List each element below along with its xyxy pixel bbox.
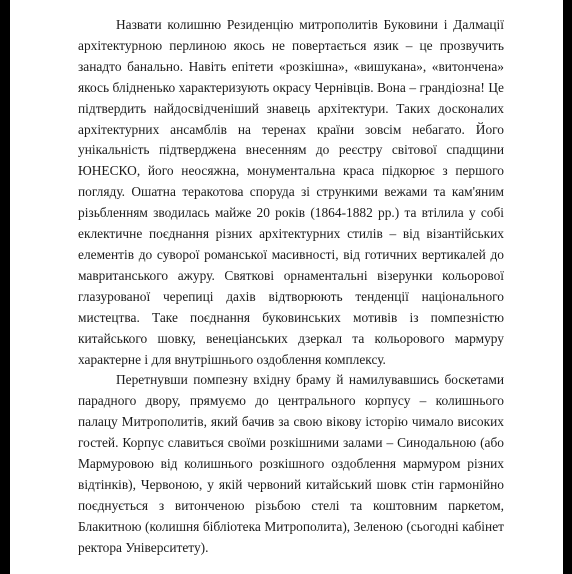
document-page bbox=[10, 0, 563, 574]
paragraph-palace-halls: Перетнувши помпезну вхідну браму й намилувавшись боскетами парадного двору, прямуємо до центрального корпусу – колишнього палацу Митрополитів, який бачив за свою вікову історію чимало високих гостей. Корпус славиться своїми розкішними залами – Синодальною (або Мармуровою від колишнього розкішного оздоблення мармуром різних відтінків), Червоною, у якій червоний китайський шовк стін гармонійно поєднується з витонченою різьбою стелі та коштовним паркетом, Блакитною (колишня бібліотека Митрополита), Зеленою (сьогодні кабінет ректора Університету). bbox=[78, 372, 504, 555]
document-body bbox=[78, 15, 504, 559]
paragraph-residence-intro: Назвати колишню Резиденцію митрополитів Буковини і Далмації архітектурною перлиною якось не повертається язик – це прозвучить занадто банально. Навіть епітети «розкішна», «вишукана», «витончена» якось блідненько характеризують окрасу Чернівців. Вона – грандіозна! Це підтвердить найдосвідченіший знавець архітектури. Таких досконалих архітектурних ансамблів на теренах країни зовсім небагато. Його унікальність підтверджена внесенням до реєстру світової спадщини ЮНЕСКО, його неосяжна, монументальна краса підкорює з першого погляду. Ошатна теракотова споруда зі стрункими вежами та кам'яним різьбленням зводилась майже 20 років (1864-1882 рр.) та втілила у собі еклектичне поєднання різних архітектурних стилів – від візантійських елементів до суворої романської масивності, від готичних вертикалей до мавританського ажуру. Святкові орнаментальні візерунки кольорової глазурованої черепиці дахів відтворюють тенденції національного мистецтва. Таке поєднання буковинських мотивів із помпезністю китайського шовку, венеціанських дзеркал та кольорового мармуру характерне і для внутрішнього оздоблення комплексу. bbox=[78, 17, 504, 367]
